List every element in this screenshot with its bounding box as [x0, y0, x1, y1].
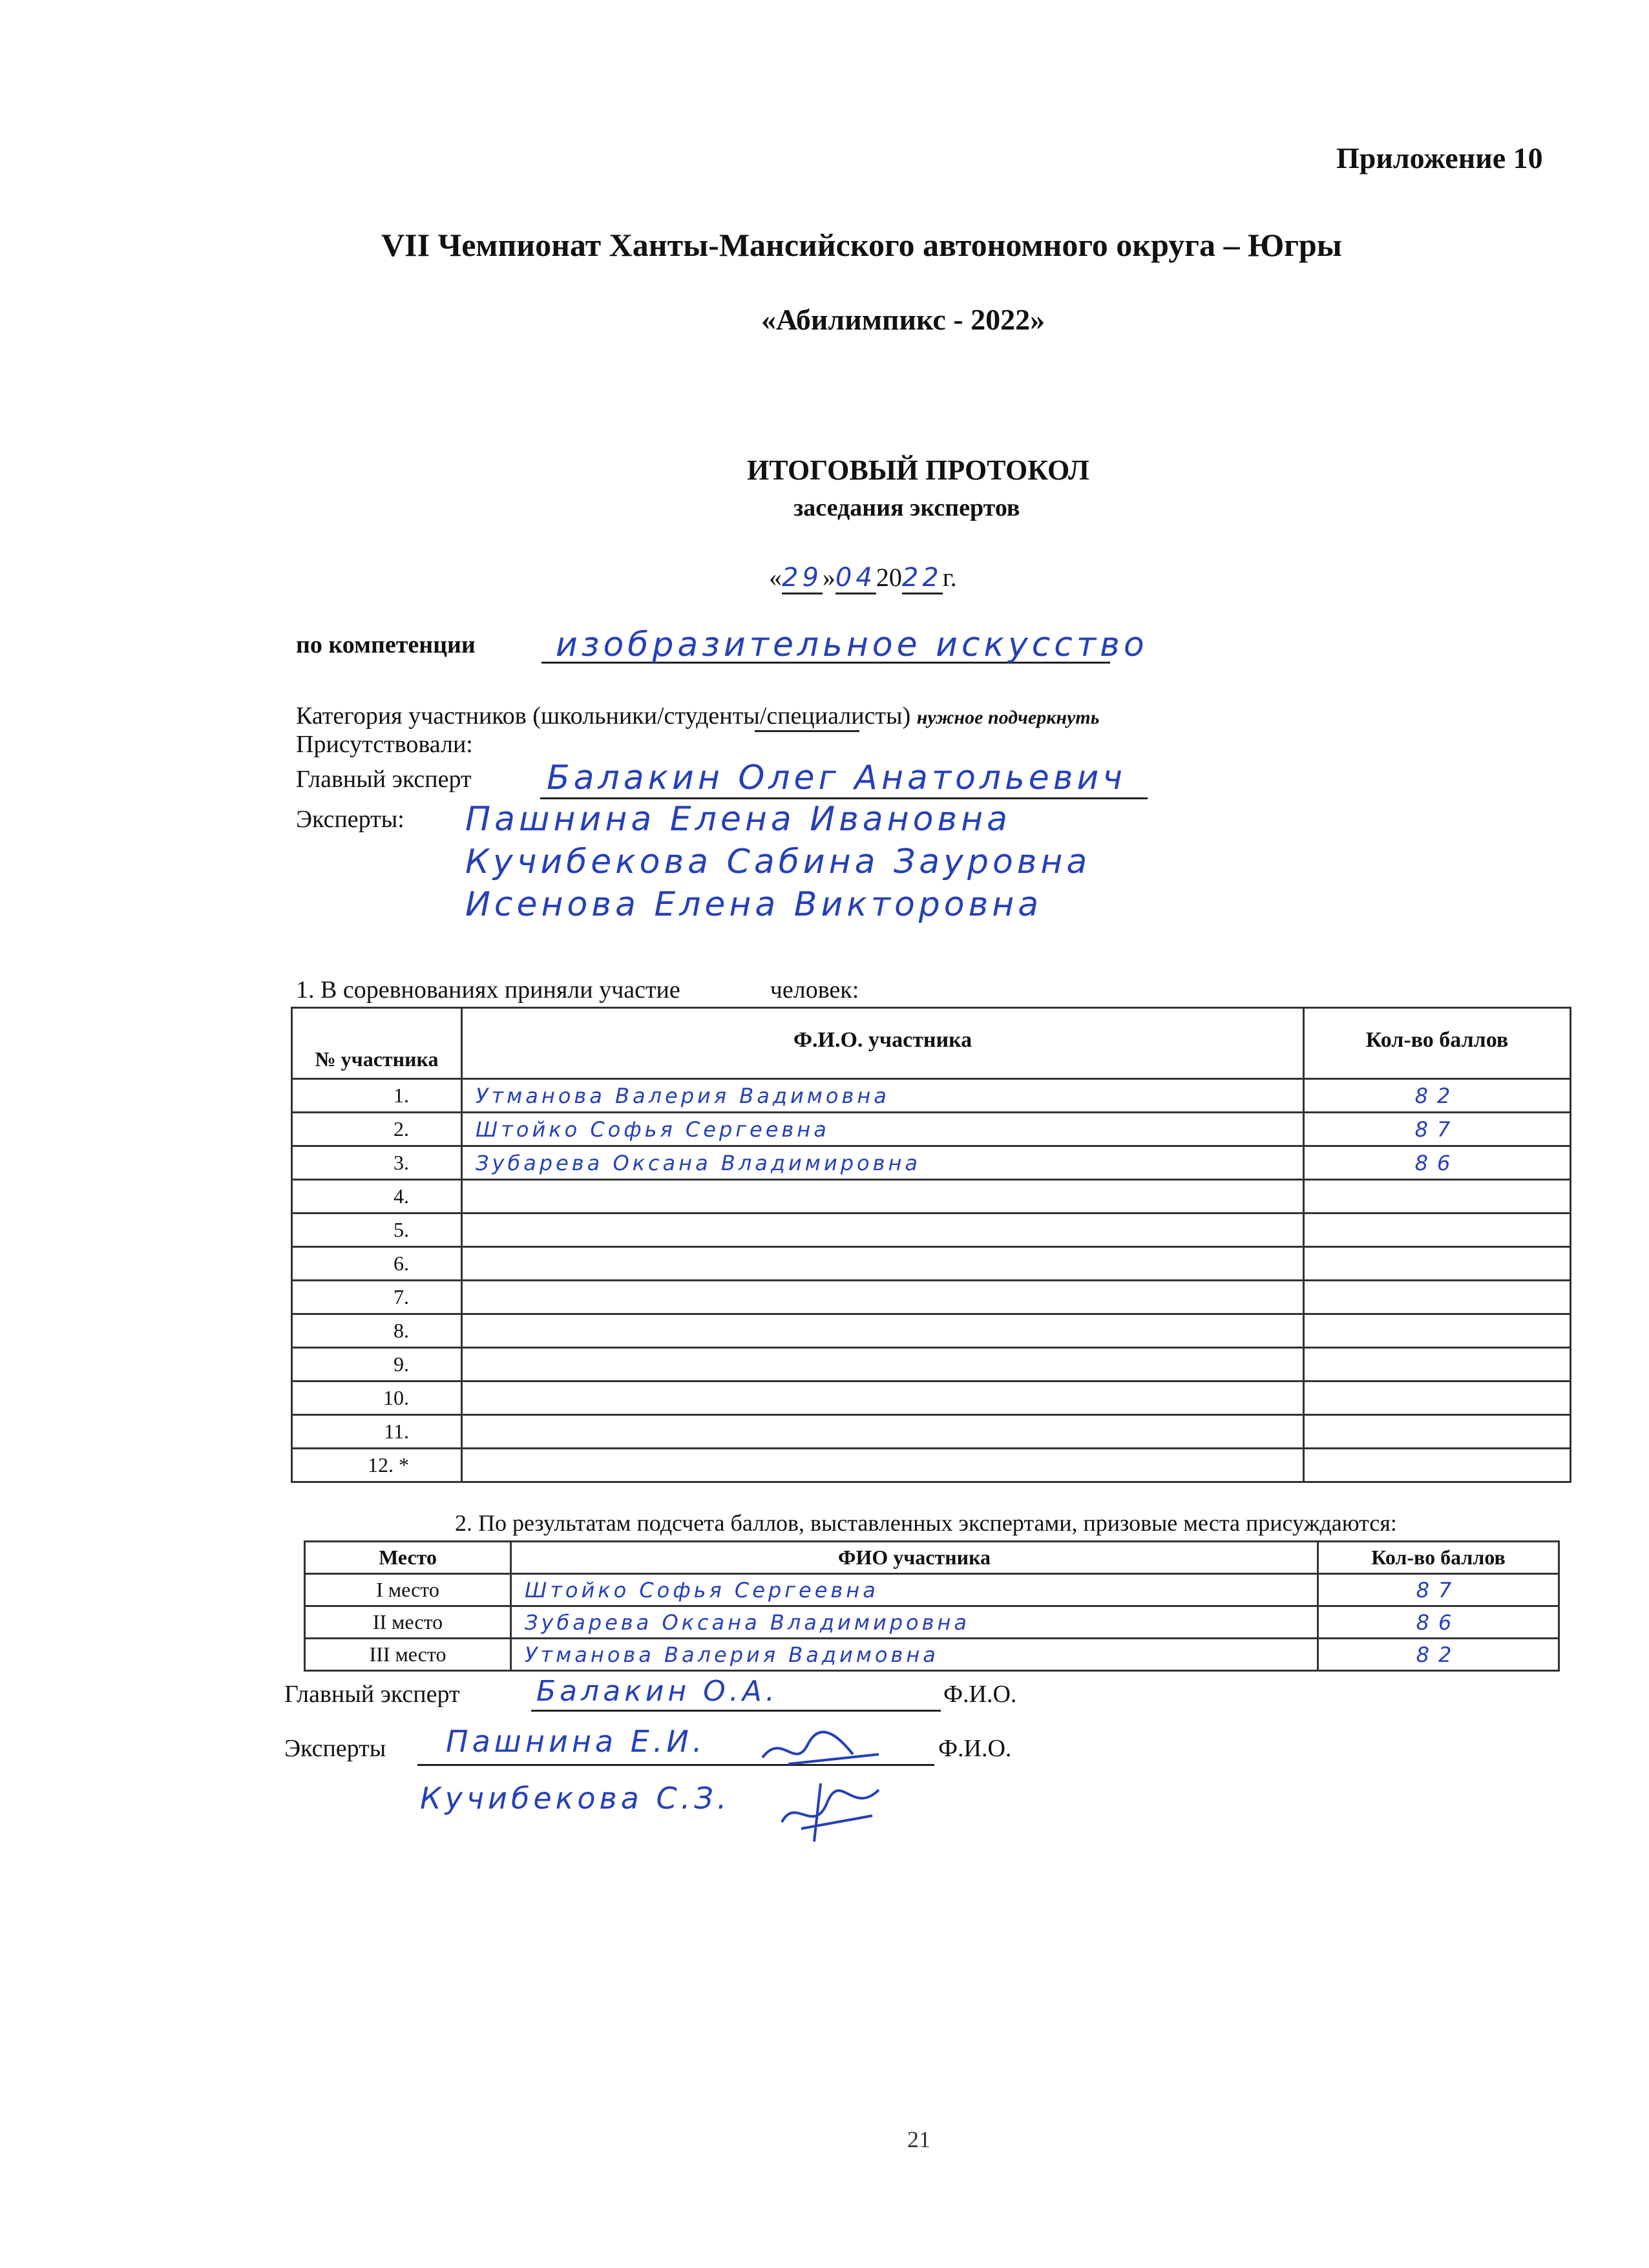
header-num: № участника — [292, 1008, 462, 1079]
table-row: 6. — [292, 1247, 1571, 1281]
page-number: 21 — [907, 2126, 930, 2152]
table-row: I место Штойко Софья Сергеевна 87 — [305, 1574, 1559, 1606]
header-prize-score: Кол-во баллов — [1318, 1542, 1559, 1574]
header-place: Место — [305, 1542, 511, 1574]
table-row: III место Утманова Валерия Вадимовна 82 — [305, 1639, 1559, 1671]
table-row: 1. Утманова Валерия Вадимовна 82 — [292, 1079, 1571, 1113]
category-text: Категория участников (школьники/студенты/специалисты) — [296, 702, 911, 730]
expert-name: Кучибекова Сабина Зауровна — [465, 843, 1091, 881]
protocol-title: ИТОГОВЫЙ ПРОТОКОЛ — [747, 454, 1089, 486]
table-row: 5. — [292, 1213, 1571, 1247]
table-row: 3. Зубарева Оксана Владимировна 86 — [292, 1146, 1571, 1180]
date-year: 22 — [902, 563, 943, 594]
section1-row — [296, 976, 859, 1004]
prizes-table — [304, 1540, 1560, 1672]
table-row: 10. — [292, 1381, 1571, 1415]
protocol-date: «29»042022г. — [769, 562, 957, 593]
sign-expert-name: Пашнина Е.И. — [446, 1724, 706, 1759]
sign-experts-label: Эксперты — [284, 1735, 386, 1762]
table-row: 12. * — [292, 1449, 1571, 1482]
header-name: Ф.И.О. участника — [462, 1008, 1304, 1079]
championship-title: VII Чемпионат Ханты-Мансийского автономного округа – Югры — [381, 227, 1342, 263]
table-row: 4. — [292, 1180, 1571, 1213]
competence-label: по компетенции — [296, 631, 476, 658]
section1-text: 1. В соревнованиях приняли участие — [296, 976, 680, 1003]
table-row: 7. — [292, 1281, 1571, 1314]
sign-chief-fio: Ф.И.О. — [943, 1681, 1017, 1708]
sign-chief-line — [531, 1710, 941, 1712]
event-title: «Абилимпикс - 2022» — [761, 303, 1045, 336]
expert-name: Пашнина Елена Ивановна — [465, 800, 1011, 839]
protocol-subtitle: заседания экспертов — [793, 494, 1020, 521]
date-month: 04 — [835, 563, 876, 594]
sign-experts-fio: Ф.И.О. — [938, 1735, 1012, 1762]
sign-chief-label: Главный эксперт — [284, 1681, 460, 1708]
table-row: II место Зубарева Оксана Владимировна 86 — [305, 1606, 1559, 1639]
table-row: 11. — [292, 1415, 1571, 1449]
table-row: 8. — [292, 1314, 1571, 1348]
participants-table — [291, 1007, 1571, 1483]
date-day: 29 — [782, 563, 823, 594]
present-label: Присутствовали: — [296, 731, 473, 758]
expert-name: Исенова Елена Викторовна — [465, 885, 1043, 924]
section2-text: 2. По результатам подсчета баллов, выставленных экспертами, призовые места присуждаются: — [455, 1510, 1397, 1536]
table-row: 2. Штойко Софья Сергеевна 87 — [292, 1113, 1571, 1146]
chief-expert-label: Главный эксперт — [296, 766, 472, 793]
category-row — [296, 702, 1099, 730]
signature-icon — [775, 1777, 892, 1848]
chief-expert-value: Балакин Олег Анатольевич — [547, 759, 1126, 797]
category-underline — [755, 730, 859, 732]
category-note: нужное подчеркнуть — [916, 707, 1100, 728]
experts-label: Эксперты: — [296, 806, 404, 833]
chief-expert-line — [540, 797, 1148, 799]
competence-value: изобразительное искусство — [556, 625, 1148, 664]
table-row: 9. — [292, 1348, 1571, 1381]
sign-chief-value: Балакин О.А. — [536, 1675, 779, 1708]
header-score: Кол-во баллов — [1304, 1008, 1571, 1079]
sign-expert-name: Кучибекова С.З. — [420, 1781, 731, 1816]
section1-suffix: человек: — [770, 976, 859, 1003]
appendix-label: Приложение 10 — [1336, 142, 1543, 174]
header-fio: ФИО участника — [511, 1542, 1318, 1574]
